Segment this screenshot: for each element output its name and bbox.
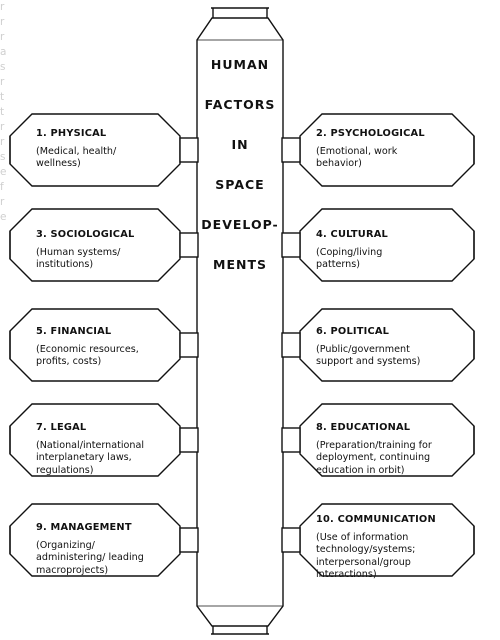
factor-title: 1. PHYSICAL <box>36 128 107 139</box>
center-title-line: SPACE <box>215 177 265 192</box>
connector-legal <box>180 428 198 452</box>
center-title-line: MENTS <box>213 257 267 272</box>
connector-psychological <box>282 138 300 162</box>
connector-physical <box>180 138 198 162</box>
factor-description: (Use of information technology/systems; interpersonal/group interactions) <box>316 531 416 580</box>
center-title <box>200 58 280 298</box>
factor-description: (Public/government support and systems) <box>316 343 421 367</box>
factor-title: 4. CULTURAL <box>316 229 388 240</box>
center-title-line: IN <box>231 137 249 152</box>
factor-title: 6. POLITICAL <box>316 326 390 337</box>
connector-financial <box>180 333 198 357</box>
factor-label-sociological <box>36 229 176 272</box>
factor-label-financial <box>36 326 176 369</box>
background-bleed-left: r r r a s r t t r r s e f r e <box>0 1 7 223</box>
factor-title: 5. FINANCIAL <box>36 326 112 337</box>
factor-description: (Human systems/ institutions) <box>36 246 121 270</box>
factor-title: 9. MANAGEMENT <box>36 522 132 533</box>
connector-educational <box>282 428 300 452</box>
factor-description: (Preparation/training for deployment, continuing education in orbit) <box>316 439 432 476</box>
factor-label-political <box>316 326 451 369</box>
connector-communication <box>282 528 300 552</box>
factor-description: (Emotional, work behavior) <box>316 145 398 169</box>
connector-sociological <box>180 233 198 257</box>
factor-label-physical <box>36 128 176 171</box>
factor-label-educational <box>316 422 456 477</box>
factor-label-legal <box>36 422 176 477</box>
factor-label-psychological <box>316 128 451 171</box>
connector-cultural <box>282 233 300 257</box>
factor-description: (Organizing/ administering/ leading macroprojects) <box>36 539 144 576</box>
center-title-line: FACTORS <box>204 97 276 112</box>
factor-label-communication <box>316 514 456 582</box>
factor-title: 8. EDUCATIONAL <box>316 422 411 433</box>
factor-description: (National/international interplanetary laws, regulations) <box>36 439 145 476</box>
center-title-line: HUMAN <box>210 57 270 72</box>
connector-management <box>180 528 198 552</box>
factor-title: 10. COMMUNICATION <box>316 514 436 525</box>
factor-label-cultural <box>316 229 451 272</box>
factor-title: 7. LEGAL <box>36 422 87 433</box>
factor-description: (Medical, health/ wellness) <box>36 145 117 169</box>
factor-title: 2. PSYCHOLOGICAL <box>316 128 425 139</box>
center-title-line: DEVELOP- <box>201 217 279 232</box>
factor-description: (Economic resources, profits, costs) <box>36 343 139 367</box>
factor-title: 3. SOCIOLOGICAL <box>36 229 135 240</box>
connector-political <box>282 333 300 357</box>
factor-description: (Coping/living patterns) <box>316 246 383 270</box>
factor-label-management <box>36 522 176 577</box>
